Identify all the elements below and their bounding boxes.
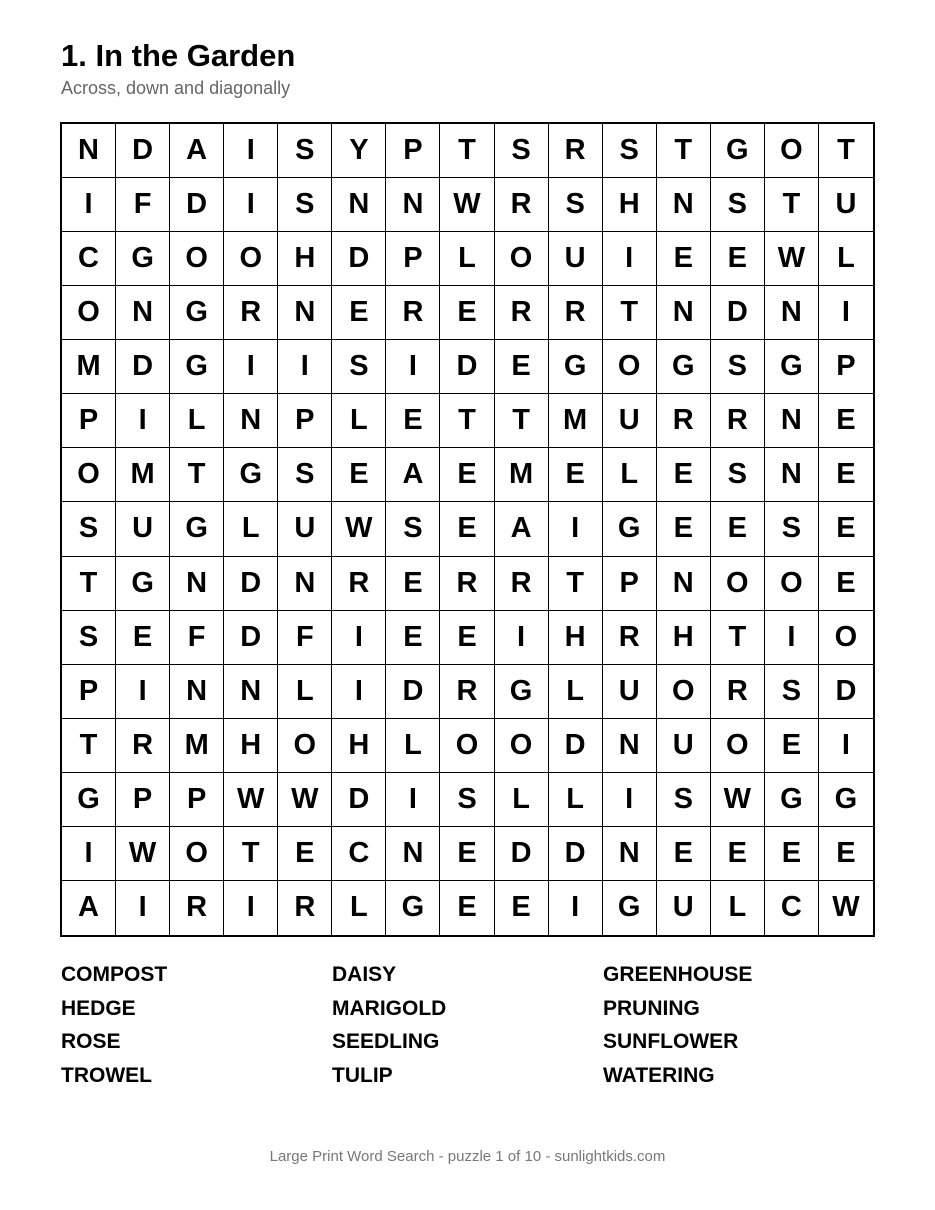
word-list-item: MARIGOLD (332, 996, 447, 1020)
grid-cell: L (603, 448, 657, 502)
grid-cell: L (711, 881, 765, 935)
grid-cell: L (332, 881, 386, 935)
grid-cell: H (549, 611, 603, 665)
grid-cell: L (549, 773, 603, 827)
grid-cell: I (116, 665, 170, 719)
grid-cell: I (819, 286, 873, 340)
grid-cell: E (711, 232, 765, 286)
grid-cell: S (711, 448, 765, 502)
grid-cell: D (116, 124, 170, 178)
grid-cell: D (332, 232, 386, 286)
grid-cell: D (495, 827, 549, 881)
grid-cell: F (116, 178, 170, 232)
grid-cell: E (386, 611, 440, 665)
grid-cell: T (170, 448, 224, 502)
grid-cell: D (819, 665, 873, 719)
grid-cell: H (278, 232, 332, 286)
page-footer: Large Print Word Search - puzzle 1 of 10 - sunlightkids.com (269, 1148, 666, 1165)
grid-cell: I (819, 719, 873, 773)
grid-cell: C (332, 827, 386, 881)
word-list-item: WATERING (603, 1064, 715, 1088)
grid-cell: R (657, 394, 711, 448)
grid-cell: I (62, 827, 116, 881)
grid-cell: S (711, 178, 765, 232)
grid-cell: S (657, 773, 711, 827)
grid-cell: I (116, 881, 170, 935)
grid-cell: G (549, 340, 603, 394)
grid-cell: E (657, 232, 711, 286)
grid-cell: O (603, 340, 657, 394)
grid-cell: N (765, 394, 819, 448)
grid-cell: E (440, 286, 494, 340)
grid-cell: S (62, 502, 116, 556)
grid-cell: W (278, 773, 332, 827)
grid-cell: L (386, 719, 440, 773)
grid-cell: O (819, 611, 873, 665)
grid-cell: N (62, 124, 116, 178)
grid-cell: R (116, 719, 170, 773)
word-list-item: TROWEL (61, 1064, 152, 1088)
grid-cell: O (495, 719, 549, 773)
grid-cell: E (332, 286, 386, 340)
grid-cell: N (224, 665, 278, 719)
grid-cell: T (440, 124, 494, 178)
grid-cell: L (819, 232, 873, 286)
grid-cell: I (224, 881, 278, 935)
grid-cell: H (603, 178, 657, 232)
grid-cell: D (224, 611, 278, 665)
grid-cell: T (224, 827, 278, 881)
grid-cell: I (549, 881, 603, 935)
grid-cell: D (440, 340, 494, 394)
grid-cell: N (170, 665, 224, 719)
grid-cell: M (549, 394, 603, 448)
grid-cell: E (819, 448, 873, 502)
word-list-item: COMPOST (61, 963, 168, 986)
grid-cell: N (603, 719, 657, 773)
grid-cell: E (440, 611, 494, 665)
grid-cell: M (495, 448, 549, 502)
grid-cell: R (549, 286, 603, 340)
grid-cell: R (495, 557, 549, 611)
grid-cell: G (116, 232, 170, 286)
grid-cell: E (819, 502, 873, 556)
grid-cell: E (657, 827, 711, 881)
grid-cell: D (116, 340, 170, 394)
grid-cell: O (765, 124, 819, 178)
grid-cell: O (711, 719, 765, 773)
grid-cell: G (819, 773, 873, 827)
grid-cell: E (278, 827, 332, 881)
grid-cell: I (62, 178, 116, 232)
grid-cell: T (819, 124, 873, 178)
grid-cell: G (711, 124, 765, 178)
grid-cell: M (170, 719, 224, 773)
grid-cell: C (62, 232, 116, 286)
grid-cell: T (62, 719, 116, 773)
grid-cell: I (332, 665, 386, 719)
grid-cell: G (495, 665, 549, 719)
grid-cell: T (495, 394, 549, 448)
grid-cell: E (440, 448, 494, 502)
grid-cell: E (440, 827, 494, 881)
grid-cell: W (332, 502, 386, 556)
grid-cell: U (603, 394, 657, 448)
grid-cell: O (765, 557, 819, 611)
grid-cell: D (386, 665, 440, 719)
grid-cell: W (765, 232, 819, 286)
grid-cell: S (711, 340, 765, 394)
grid-cell: I (116, 394, 170, 448)
grid-cell: R (549, 124, 603, 178)
grid-cell: P (62, 665, 116, 719)
grid-cell: G (603, 502, 657, 556)
grid-cell: N (657, 286, 711, 340)
grid-cell: S (495, 124, 549, 178)
grid-cell: S (278, 178, 332, 232)
grid-cell: R (440, 557, 494, 611)
grid-cell: O (62, 448, 116, 502)
grid-cell: R (278, 881, 332, 935)
word-list-item: TULIP (332, 1064, 393, 1088)
grid-cell: E (386, 557, 440, 611)
grid-cell: S (603, 124, 657, 178)
grid-cell: G (170, 340, 224, 394)
word-list-item: SEEDLING (332, 1030, 440, 1054)
grid-cell: U (657, 719, 711, 773)
grid-cell: N (386, 827, 440, 881)
grid-cell: W (224, 773, 278, 827)
grid-cell: N (278, 286, 332, 340)
grid-cell: I (765, 611, 819, 665)
grid-cell: O (278, 719, 332, 773)
grid-cell: G (603, 881, 657, 935)
grid-cell: L (332, 394, 386, 448)
grid-cell: D (332, 773, 386, 827)
grid-cell: N (657, 178, 711, 232)
grid-cell: U (657, 881, 711, 935)
grid-cell: T (62, 557, 116, 611)
grid-cell: N (332, 178, 386, 232)
word-list-item: ROSE (61, 1030, 121, 1054)
grid-cell: E (116, 611, 170, 665)
grid-cell: S (440, 773, 494, 827)
grid-cell: O (440, 719, 494, 773)
grid-cell: I (278, 340, 332, 394)
grid-cell: E (495, 881, 549, 935)
word-search-grid (60, 122, 875, 937)
grid-cell: G (765, 773, 819, 827)
grid-cell: F (170, 611, 224, 665)
grid-cell: S (765, 502, 819, 556)
grid-cell: N (657, 557, 711, 611)
grid-cell: E (332, 448, 386, 502)
grid-cell: F (278, 611, 332, 665)
grid-cell: O (170, 232, 224, 286)
grid-cell: T (549, 557, 603, 611)
grid-cell: G (386, 881, 440, 935)
grid-cell: O (711, 557, 765, 611)
grid-cell: A (170, 124, 224, 178)
grid-cell: D (549, 719, 603, 773)
grid-cell: D (170, 178, 224, 232)
grid-cell: L (495, 773, 549, 827)
grid-cell: U (116, 502, 170, 556)
grid-cell: O (170, 827, 224, 881)
grid-cell: U (603, 665, 657, 719)
word-list-item: HEDGE (61, 996, 136, 1020)
grid-cell: P (386, 124, 440, 178)
grid-cell: S (278, 448, 332, 502)
grid-cell: L (170, 394, 224, 448)
grid-cell: I (603, 773, 657, 827)
grid-cell: R (495, 178, 549, 232)
grid-cell: R (495, 286, 549, 340)
word-list-item: DAISY (332, 963, 397, 986)
grid-cell: N (116, 286, 170, 340)
grid-cell: E (657, 448, 711, 502)
grid-cell: L (440, 232, 494, 286)
grid-cell: U (549, 232, 603, 286)
grid-cell: A (386, 448, 440, 502)
grid-cell: E (711, 827, 765, 881)
grid-cell: W (711, 773, 765, 827)
grid-cell: H (224, 719, 278, 773)
grid-cell: I (386, 773, 440, 827)
grid-cell: I (224, 124, 278, 178)
grid-cell: P (62, 394, 116, 448)
grid-cell: E (549, 448, 603, 502)
grid-cell: R (386, 286, 440, 340)
grid-cell: P (170, 773, 224, 827)
grid-cell: I (495, 611, 549, 665)
grid-cell: E (386, 394, 440, 448)
grid-cell: T (765, 178, 819, 232)
grid-cell: T (440, 394, 494, 448)
grid-cell: T (711, 611, 765, 665)
page-title: 1. In the Garden (61, 38, 296, 73)
grid-cell: M (116, 448, 170, 502)
grid-cell: P (386, 232, 440, 286)
grid-cell: O (62, 286, 116, 340)
grid-cell: Y (332, 124, 386, 178)
word-list-item: GREENHOUSE (603, 963, 753, 986)
grid-cell: G (62, 773, 116, 827)
grid-cell: H (657, 611, 711, 665)
grid-cell: S (549, 178, 603, 232)
grid-cell: W (440, 178, 494, 232)
grid-cell: P (116, 773, 170, 827)
grid-cell: I (603, 232, 657, 286)
word-list (61, 960, 861, 1095)
word-list-item: PRUNING (603, 996, 700, 1020)
grid-cell: P (819, 340, 873, 394)
grid-cell: I (386, 340, 440, 394)
grid-cell: I (332, 611, 386, 665)
grid-cell: N (765, 286, 819, 340)
grid-cell: O (224, 232, 278, 286)
grid-cell: E (657, 502, 711, 556)
grid-cell: I (549, 502, 603, 556)
grid-cell: N (278, 557, 332, 611)
page-subtitle: Across, down and diagonally (61, 78, 291, 98)
grid-cell: E (765, 827, 819, 881)
grid-cell: N (224, 394, 278, 448)
grid-cell: O (657, 665, 711, 719)
grid-cell: I (224, 340, 278, 394)
grid-cell: E (819, 394, 873, 448)
grid-cell: L (549, 665, 603, 719)
grid-cell: M (62, 340, 116, 394)
grid-cell: S (62, 611, 116, 665)
grid-cell: G (170, 286, 224, 340)
word-list-item: SUNFLOWER (603, 1030, 739, 1054)
grid-cell: S (278, 124, 332, 178)
grid-cell: E (765, 719, 819, 773)
grid-cell: G (657, 340, 711, 394)
grid-cell: D (549, 827, 603, 881)
grid-cell: N (603, 827, 657, 881)
grid-cell: T (657, 124, 711, 178)
grid-cell: E (495, 340, 549, 394)
grid-cell: E (819, 557, 873, 611)
grid-cell: R (332, 557, 386, 611)
grid-cell: P (603, 557, 657, 611)
grid-cell: R (711, 394, 765, 448)
grid-cell: R (603, 611, 657, 665)
grid-cell: N (386, 178, 440, 232)
grid-cell: N (170, 557, 224, 611)
grid-cell: E (440, 881, 494, 935)
grid-cell: R (224, 286, 278, 340)
grid-cell: G (224, 448, 278, 502)
grid-cell: E (711, 502, 765, 556)
grid-cell: E (819, 827, 873, 881)
grid-cell: S (765, 665, 819, 719)
grid-cell: R (170, 881, 224, 935)
grid-cell: G (116, 557, 170, 611)
grid-cell: A (495, 502, 549, 556)
grid-cell: H (332, 719, 386, 773)
grid-cell: E (440, 502, 494, 556)
grid-cell: N (765, 448, 819, 502)
grid-cell: U (819, 178, 873, 232)
grid-cell: L (278, 665, 332, 719)
grid-cell: W (832, 891, 860, 924)
grid-cell: R (440, 665, 494, 719)
grid-cell: C (765, 881, 819, 935)
grid-cell: P (278, 394, 332, 448)
grid-cell: G (170, 502, 224, 556)
grid-cell: R (711, 665, 765, 719)
grid-cell: O (495, 232, 549, 286)
grid-cell: A (62, 881, 116, 935)
grid-cell: D (711, 286, 765, 340)
grid-cell: I (224, 178, 278, 232)
grid-cell: S (386, 502, 440, 556)
grid-cell: D (224, 557, 278, 611)
grid-cell: L (224, 502, 278, 556)
grid-cell: S (332, 340, 386, 394)
grid-cell: W (116, 827, 170, 881)
grid-cell: G (765, 340, 819, 394)
grid-cell: U (278, 502, 332, 556)
grid-cell: T (603, 286, 657, 340)
